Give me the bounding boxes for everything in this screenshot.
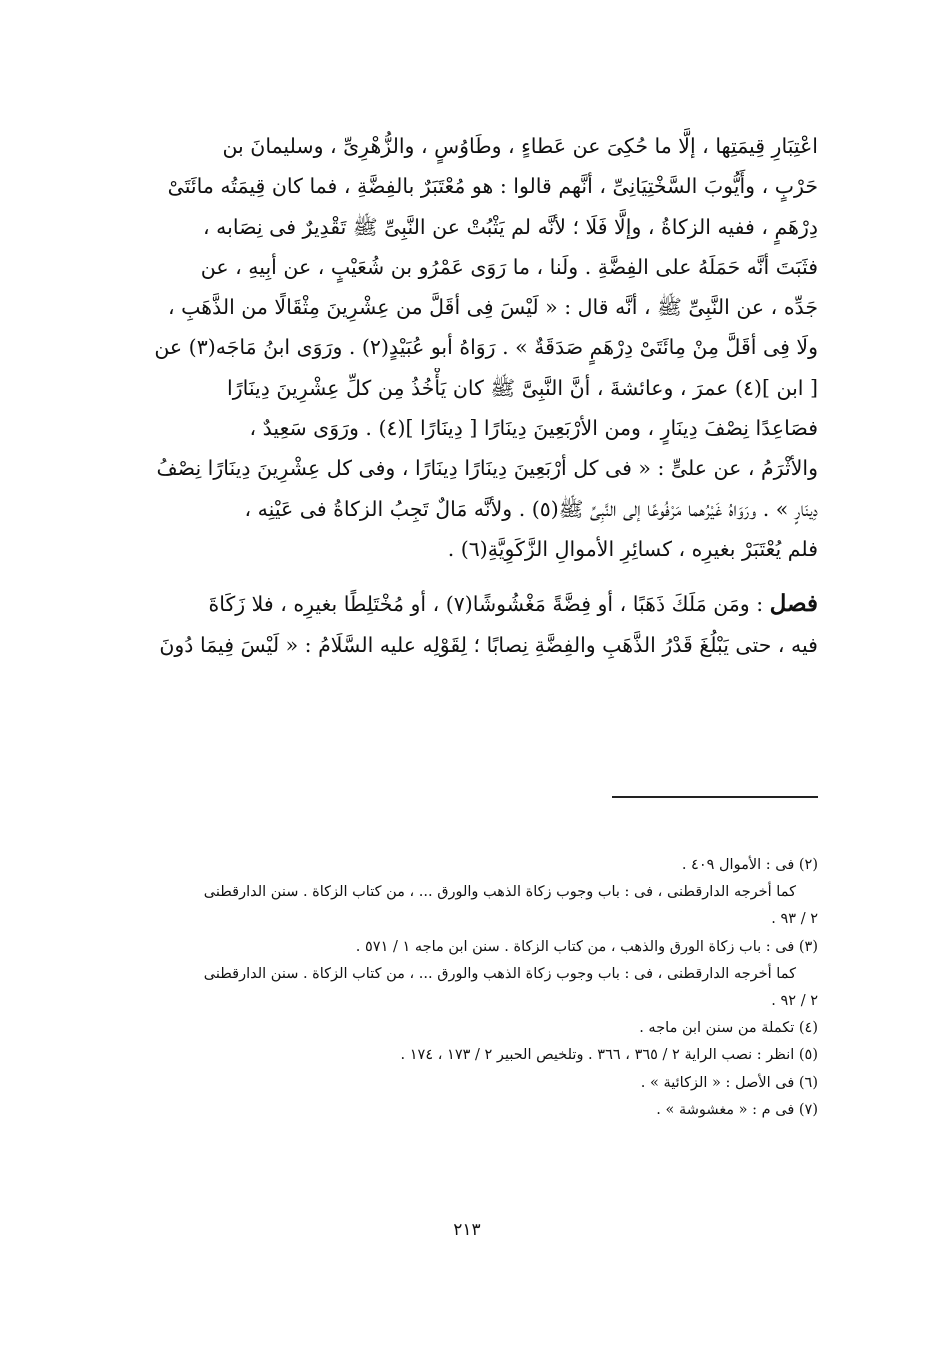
main-text-line: اعْتِبَارِ قِيمَتِها ، إلَّا ما حُكِىَ عن عَطاءٍ ، وطَاوُسٍ ، والزُّهْرِىِّ ، وسليمانَ بن xyxy=(222,134,818,158)
main-text-line: دِينَارٍ » . ورَوَاهُ غَيْرُهما مَرْفُوعًا إلى النَّبِىِّ ﷺ(٥) . ولأنَّه مَالٌ تَجِبُ الزكاةُ فى عَيْنِه ، xyxy=(244,496,818,521)
main-text-line: دِرْهَمٍ ، ففيه الزكاةُ ، وإلَّا فَلَا ؛ لأنَّه لم يَثْبُتْ عن النَّبِىِّ ﷺ تَقْدِيرٌ فى نِصَابه ، xyxy=(203,214,818,239)
footnote-line: كما أخرجه الدارقطنى ، فى : باب وجوب زكاة الذهب والورق ... ، من كتاب الزكاة . سنن الدارقطنى xyxy=(203,965,796,982)
main-text-line: فلم يُعْتَبَرْ بغيرِه ، كسائِرِ الأموالِ الزَّكَوِيَّةِ(٦) . xyxy=(447,536,818,561)
main-text-line: ولَا فِى أقَلَّ مِنْ مِائَتَىْ دِرْهَمٍ صَدَقَةٌ » . رَوَاهُ أبو عُبَيْدٍ(٢) . ورَوَى ابنُ مَاجَه(٣) عن xyxy=(154,335,818,360)
section-text: : ومَن مَلَكَ ذَهَبًا ، أو فِضَّةً مَغْشُوشًا(٧) ، أو مُخْتَلِطًا بغيرِه ، فلا زَكَاةَ xyxy=(208,592,764,617)
footnotes-block xyxy=(150,852,818,1124)
main-text-line: حَرْبٍ ، وأَيُّوبَ السَّخْتِيَانِىِّ ، أنَّهم قالوا : هو مُعْتَبَرٌ بالفِضَّةِ ، فما كان قِيمَتُه مائَتَىْ xyxy=(167,174,818,199)
footnote-line: (٦) فى الأصل : « الزكائية » . xyxy=(640,1074,818,1091)
footnote-line: (٣) فى : باب زكاة الورق والذهب ، من كتاب الزكاة . سنن ابن ماجه ١ / ٥٧١ . xyxy=(355,938,818,955)
section-first-line xyxy=(150,584,818,624)
main-text-block xyxy=(150,126,818,665)
footnote-line: (٤) تكملة من سنن ابن ماجه . xyxy=(639,1020,818,1037)
footnote-line: ٢ / ٩٢ . xyxy=(771,992,818,1009)
footnote-line: (٢) فى : الأموال ٤٠٩ . xyxy=(681,857,818,873)
footnote-line: (٥) انظر : نصب الراية ٢ / ٣٦٥ ، ٣٦٦ . وتلخيص الحبير ٢ / ١٧٣ ، ١٧٤ . xyxy=(400,1047,818,1064)
main-text-line: فثَبَتَ أنَّه حَمَلَهُ على الفِضَّةِ . ولَنا ، ما رَوَى عَمْرُو بن شُعَيْبٍ ، عن أبِيهِ ، عن xyxy=(200,254,818,279)
footnote-line: (٧) فى م : « مغشوشة » . xyxy=(656,1101,818,1118)
main-text-line: فيه ، حتى يَبْلُغَ قَدْرُ الذَّهَبِ والفِضَّةِ نِصابًا ؛ لِقَوْلِه عليه السَّلَامُ : « لَيْسَ فِيمَا دُونَ xyxy=(159,632,818,657)
main-text-line: فصَاعِدًا نِصْفَ دِينَارٍ ، ومن الأرْبَعِينَ دِينَارًا [ دِينَارًا ](٤) . ورَوَى سَعِيدٌ ، xyxy=(249,416,818,441)
main-text-line: [ ابن ](٤) عمرَ ، وعائشةَ ، أنَّ النَّبِىَّ ﷺ كان يَأْخُذُ مِن كلِّ عِشْرِينَ دِينَارًا xyxy=(227,375,818,400)
main-text-line: والأثْرَمُ ، عن علىٍّ : « فى كل أرْبَعِينَ دِينَارًا دِينَارًا ، وفى كل عِشْرِينَ دِينَارًا نِصْفُ xyxy=(156,456,818,481)
section-label: فصل xyxy=(769,590,818,618)
footnote-line: كما أخرجه الدارقطنى ، فى : باب وجوب زكاة الذهب والورق ... ، من كتاب الزكاة . سنن الدارقطنى xyxy=(203,884,796,901)
footnote-divider xyxy=(612,796,818,798)
footnote-line: ٢ / ٩٣ . xyxy=(771,911,818,928)
page-number: ٢١٣ xyxy=(453,1220,481,1240)
main-text-line: جَدِّه ، عن النَّبِىِّ ﷺ ، أنَّه قال : « لَيْسَ فِى أقَلَّ من عِشْرِينَ مِثْقَالًا من الذَّهَبِ ، xyxy=(167,295,818,320)
